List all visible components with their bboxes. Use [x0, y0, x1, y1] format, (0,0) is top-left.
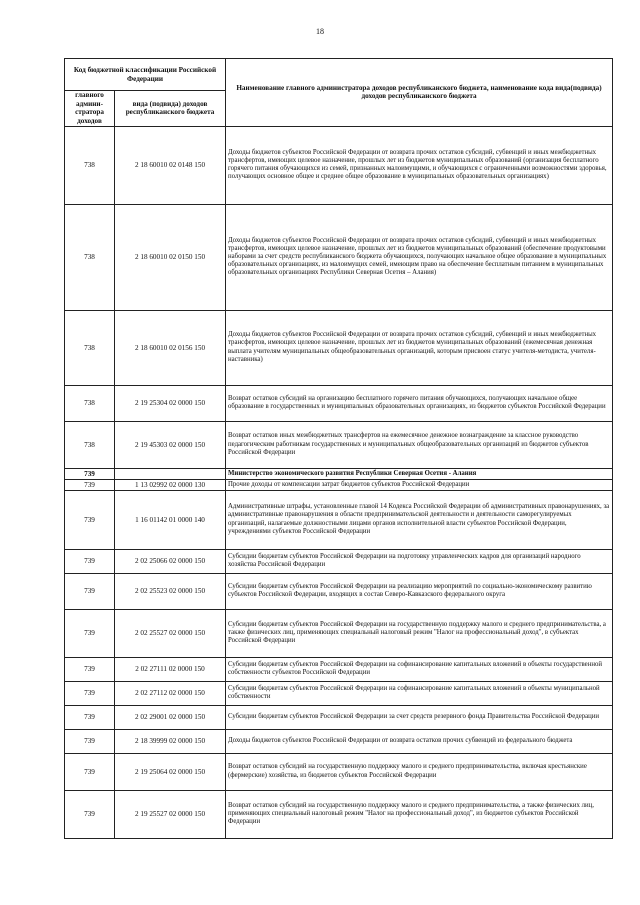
admin-code-cell: 739: [65, 790, 115, 838]
header-code-group: Код бюджетной классификации Российской Федерации: [65, 59, 226, 91]
admin-code-cell: 739: [65, 753, 115, 790]
revenue-code-cell: 2 02 27112 02 0000 150: [115, 681, 226, 705]
table-row: [65, 790, 613, 838]
table-row: [65, 385, 613, 421]
table-row: [65, 479, 613, 490]
revenue-name-cell: Возврат остатков субсидий на государственную поддержку малого и среднего предпринимательства, включая крестьянские (фермерские) хозяйства, из бюджетов субъектов Российской Федерации: [226, 753, 613, 790]
revenue-name-cell: Доходы бюджетов субъектов Российской Федерации от возврата прочих остатков субсидий, субвенций и иных межбюджетных трансфертов, имеющих целевое назначение, прошлых лет из бюджетов муниципальных образований (ежемесячная денежная выплата учителям муниципальных общеобразовательных организаций, которым присвоен статус учителя-методиста, учителя-наставника): [226, 310, 613, 385]
admin-code-cell: 739: [65, 609, 115, 657]
table-row: [65, 657, 613, 681]
revenue-code-cell: 2 02 25066 02 0000 150: [115, 549, 226, 573]
admin-code-cell: 738: [65, 421, 115, 468]
table-row: [65, 204, 613, 310]
page-number: 18: [316, 27, 324, 36]
table-row: [65, 705, 613, 729]
revenue-code-cell: 1 13 02992 02 0000 130: [115, 479, 226, 490]
revenue-code-cell: 1 16 01142 01 0000 140: [115, 490, 226, 549]
table-row: [65, 753, 613, 790]
header-name-column: Наименование главного администратора доходов республиканского бюджета, наименование кода вида(подвида) доходов республиканского бюджета: [226, 59, 613, 127]
admin-code-cell: 739: [65, 479, 115, 490]
table-row: [65, 126, 613, 204]
revenue-code-cell: 2 19 25304 02 0000 150: [115, 385, 226, 421]
revenue-name-cell: Прочие доходы от компенсации затрат бюджетов субъектов Российской Федерации: [226, 479, 613, 490]
table-body: [65, 126, 613, 838]
admin-code-cell: 739: [65, 490, 115, 549]
revenue-name-cell: Субсидии бюджетам субъектов Российской Федерации на государственную поддержку малого и среднего предпринимательства, а также физических лиц, применяющих специальный налоговый режим "Налог на профессиональный доход", в субъектах Российской Федерации: [226, 609, 613, 657]
revenue-name-cell: Субсидии бюджетам субъектов Российской Федерации на подготовку управленческих кадров для организаций народного хозяйства Российской Федерации: [226, 549, 613, 573]
revenue-code-cell: 2 19 25527 02 0000 150: [115, 790, 226, 838]
admin-code-cell: 739: [65, 549, 115, 573]
revenue-code-cell: [115, 468, 226, 479]
revenue-name-cell: Доходы бюджетов субъектов Российской Федерации от возврата прочих остатков субсидий, субвенций и иных межбюджетных трансфертов, имеющих целевое назначение, прошлых лет из бюджетов муниципальных образований (обеспечение продуктовыми наборами за счет средств республиканского бюджета обучающихся, получающих начальное общее образование в муниципальных образовательных организациях, из малоимущих семей, имеющим право на обеспечение бесплатным питанием в муниципальных образовательных организациях Республики Северная Осетия – Алания): [226, 204, 613, 310]
admin-code-cell: 739: [65, 657, 115, 681]
revenue-code-cell: 2 02 25527 02 0000 150: [115, 609, 226, 657]
revenue-name-cell: Административные штрафы, установленные главой 14 Кодекса Российской Федерации об административных правонарушениях, за административные правонарушения в области предпринимательской деятельности и деятельности саморегулируемых организаций, налагаемые должностными лицами органов исполнительной власти субъектов Российской Федерации, учреждениями субъектов Российской Федерации: [226, 490, 613, 549]
admin-code-cell: 739: [65, 729, 115, 753]
table-row: [65, 421, 613, 468]
admin-code-cell: 739: [65, 468, 115, 479]
revenue-code-cell: 2 18 60010 02 0156 150: [115, 310, 226, 385]
table-row: [65, 310, 613, 385]
revenue-code-cell: 2 19 25064 02 0000 150: [115, 753, 226, 790]
revenue-name-cell: Субсидии бюджетам субъектов Российской Федерации на софинансирование капитальных вложений в объекты муниципальной собственности: [226, 681, 613, 705]
table-row: [65, 729, 613, 753]
admin-code-cell: 739: [65, 573, 115, 609]
revenue-code-cell: 2 02 29001 02 0000 150: [115, 705, 226, 729]
revenue-name-cell: Возврат остатков иных межбюджетных трансфертов на ежемесячное денежное вознаграждение за классное руководство педагогическим работникам государственных и муниципальных общеобразовательных организаций из бюджетов субъектов Российской Федерации: [226, 421, 613, 468]
revenue-code-cell: 2 18 39999 02 0000 150: [115, 729, 226, 753]
table-row: [65, 549, 613, 573]
revenue-name-cell: Субсидии бюджетам субъектов Российской Федерации за счет средств резервного фонда Правительства Российской Федерации: [226, 705, 613, 729]
revenue-name-cell: Субсидии бюджетам субъектов Российской Федерации на реализацию мероприятий по социально-экономическому развитию субъектов Российской Федерации, входящих в состав Северо-Кавказского федерального округа: [226, 573, 613, 609]
revenue-code-cell: 2 19 45303 02 0000 150: [115, 421, 226, 468]
revenue-name-cell: Министерство экономического развития Республики Северная Осетия - Алания: [226, 468, 613, 479]
admin-code-cell: 739: [65, 705, 115, 729]
table-row: [65, 468, 613, 479]
revenue-name-cell: Возврат остатков субсидий на государственную поддержку малого и среднего предпринимательства, а также физических лиц, применяющих специальный налоговый режим "Налог на профессиональный доход", из бюджетов субъектов Российской Федерации: [226, 790, 613, 838]
table-row: [65, 609, 613, 657]
revenue-name-cell: Субсидии бюджетам субъектов Российской Федерации на софинансирование капитальных вложений в объекты государственной собственности субъектов Российской Федерации: [226, 657, 613, 681]
admin-code-cell: 738: [65, 126, 115, 204]
table-row: [65, 681, 613, 705]
revenue-code-cell: 2 02 25523 02 0000 150: [115, 573, 226, 609]
budget-classification-table: [64, 58, 613, 839]
revenue-code-cell: 2 18 60010 02 0150 150: [115, 204, 226, 310]
header-code-column: вида (подвида) доходов республиканского бюджета: [115, 91, 226, 127]
revenue-code-cell: 2 18 60010 02 0148 150: [115, 126, 226, 204]
table-row: [65, 490, 613, 549]
revenue-name-cell: Доходы бюджетов субъектов Российской Федерации от возврата прочих остатков субсидий, субвенций и иных межбюджетных трансфертов, имеющих целевое назначение, прошлых лет из бюджетов муниципальных образований (организация бесплатного горячего питания обучающихся из семей, признанных малоимущими, и обучающихся с ограниченными возможностями здоровья, получающих основное общее и среднее общее образование в муниципальных образовательных организациях): [226, 126, 613, 204]
header-admin-column: главного админи-стратора доходов: [65, 91, 115, 127]
admin-code-cell: 738: [65, 385, 115, 421]
table-row: [65, 573, 613, 609]
admin-code-cell: 738: [65, 310, 115, 385]
revenue-code-cell: 2 02 27111 02 0000 150: [115, 657, 226, 681]
revenue-name-cell: Возврат остатков субсидий на организацию бесплатного горячего питания обучающихся, получающих начальное общее образование в государственных и муниципальных образовательных организациях, из бюджетов субъектов Российской Федерации: [226, 385, 613, 421]
admin-code-cell: 739: [65, 681, 115, 705]
admin-code-cell: 738: [65, 204, 115, 310]
revenue-name-cell: Доходы бюджетов субъектов Российской Федерации от возврата остатков прочих субвенций из федерального бюджета: [226, 729, 613, 753]
